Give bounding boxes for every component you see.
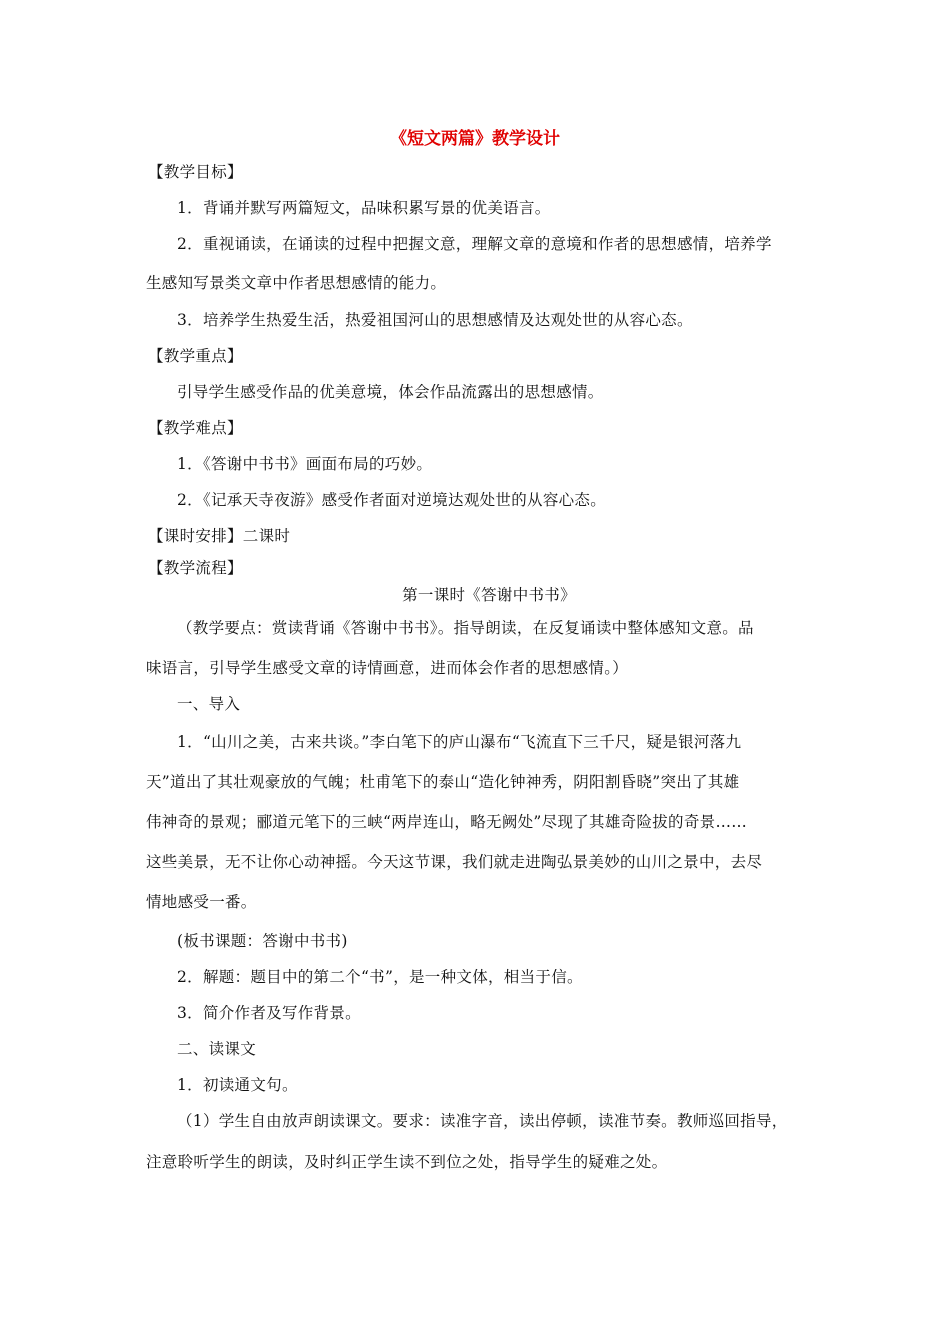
document-title: 《短文两篇》教学设计 bbox=[390, 129, 560, 149]
lesson-key-points: （教学要点：赏读背诵《答谢中书书》。指导朗读，在反复诵读中整体感知文意。品 bbox=[177, 619, 754, 637]
intro-step: 2．解题：题目中的第二个“书”，是一种文体，相当于信。 bbox=[177, 968, 583, 986]
board-title-note: (板书课题：答谢中书书) bbox=[177, 932, 348, 950]
section-heading-process: 【教学流程】 bbox=[148, 559, 243, 577]
lesson-key-points-continued: 味语言，引导学生感受文章的诗情画意，进而体会作者的思想感情。） bbox=[146, 659, 629, 677]
section-heading-schedule: 【课时安排】二课时 bbox=[148, 527, 291, 545]
reading-instruction: （1）学生自由放声朗读课文。要求：读准字音，读出停顿，读准节奏。教师巡回指导， bbox=[177, 1112, 788, 1130]
difficulty-item: 2．《记承天寺夜游》感受作者面对逆境达观处世的从容心态。 bbox=[177, 491, 607, 509]
objective-item-continued: 生感知写景类文章中作者思想感情的能力。 bbox=[146, 274, 447, 292]
intro-step: 3．简介作者及写作背景。 bbox=[177, 1004, 361, 1022]
intro-paragraph-continued: 情地感受一番。 bbox=[146, 893, 257, 911]
reading-step: 1．初读通文句。 bbox=[177, 1076, 298, 1094]
objective-item: 2．重视诵读，在诵读的过程中把握文意，理解文章的意境和作者的思想感情，培养学 bbox=[177, 235, 772, 253]
key-point-text: 引导学生感受作品的优美意境，体会作品流露出的思想感情。 bbox=[177, 383, 604, 401]
intro-paragraph-continued: 伟神奇的景观；郦道元笔下的三峡“两岸连山，略无阙处”尽现了其雄奇险拔的奇景…… bbox=[146, 813, 748, 831]
section-heading-key-points: 【教学重点】 bbox=[148, 347, 243, 365]
intro-paragraph: 1．“山川之美，古来共谈。”李白笔下的庐山瀑布“飞流直下三千尺，疑是银河落九 bbox=[177, 733, 742, 751]
intro-paragraph-continued: 天”道出了其壮观豪放的气魄；杜甫笔下的泰山“造化钟神秀，阴阳割昏晓”突出了其雄 bbox=[146, 773, 740, 791]
reading-instruction-continued: 注意聆听学生的朗读，及时纠正学生读不到位之处，指导学生的疑难之处。 bbox=[146, 1153, 668, 1171]
objective-item: 1．背诵并默写两篇短文，品味积累写景的优美语言。 bbox=[177, 199, 551, 217]
difficulty-item: 1．《答谢中书书》画面布局的巧妙。 bbox=[177, 455, 433, 473]
intro-paragraph-continued: 这些美景，无不让你心动神摇。今天这节课，我们就走进陶弘景美妙的山川之景中，去尽 bbox=[146, 853, 763, 871]
section-heading-objectives: 【教学目标】 bbox=[148, 163, 243, 181]
lesson-heading: 第一课时《答谢中书书》 bbox=[402, 586, 576, 604]
section-heading-difficulties: 【教学难点】 bbox=[148, 419, 243, 437]
step-heading-intro: 一、导入 bbox=[177, 695, 241, 713]
step-heading-reading: 二、读课文 bbox=[177, 1040, 257, 1058]
objective-item: 3．培养学生热爱生活，热爱祖国河山的思想感情及达观处世的从容心态。 bbox=[177, 311, 693, 329]
